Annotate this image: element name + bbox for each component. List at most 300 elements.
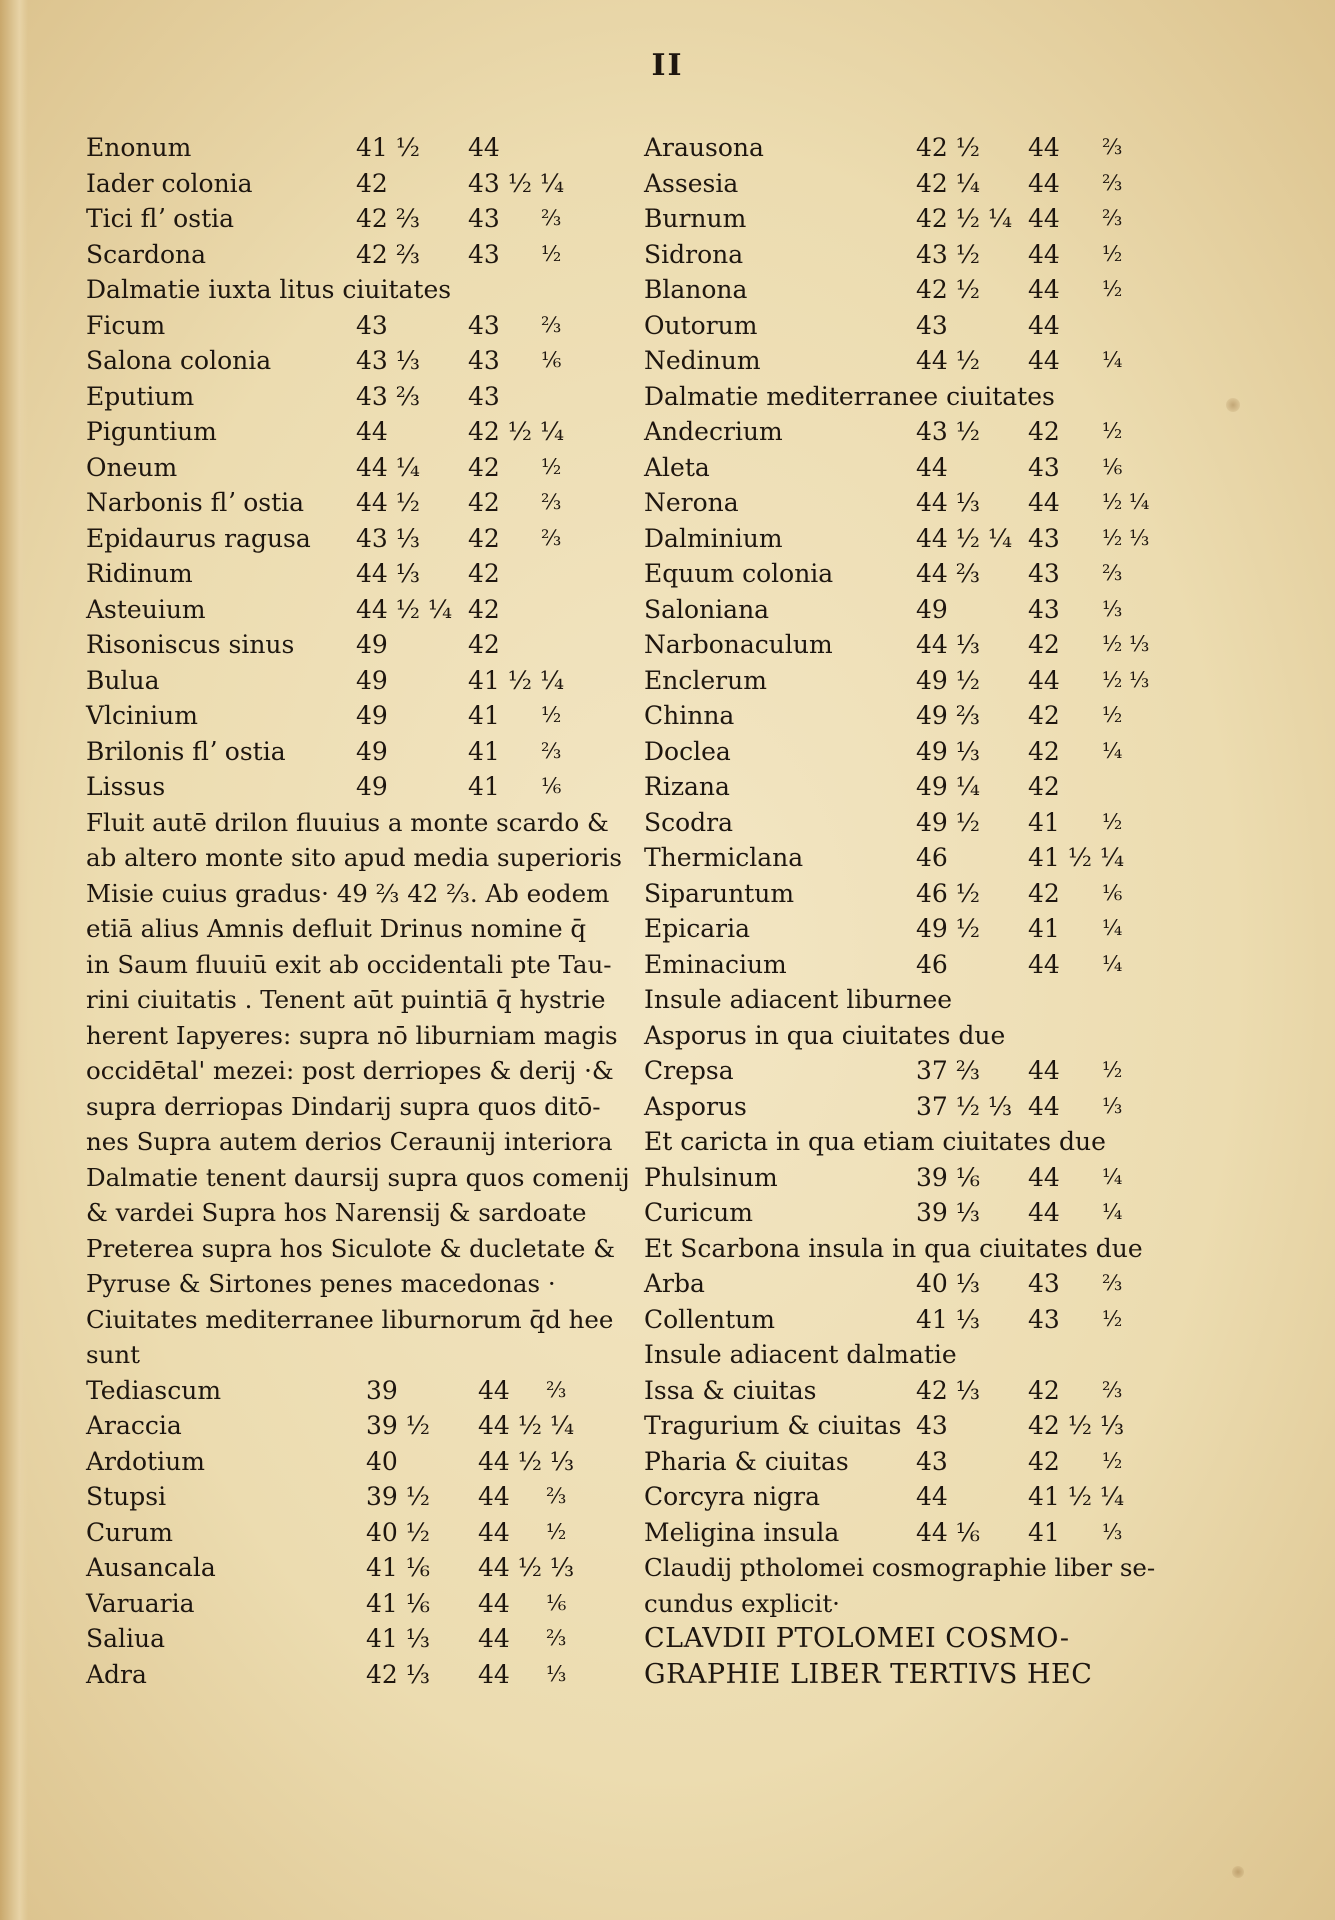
table-row: [86, 1373, 606, 1409]
fraction-value: ⅙: [1102, 880, 1123, 905]
longitude-value: 49: [356, 630, 388, 659]
table-row: [644, 308, 1144, 344]
page-gutter-shadow: [0, 0, 28, 1920]
fraction-value: ⅔: [546, 1626, 567, 1650]
longitude-value: 44: [916, 452, 948, 482]
place-name: Blanona: [644, 275, 748, 304]
text-line: herent Iapyeres: supra nō liburniam magis: [86, 1020, 618, 1050]
latitude-value: 43 ½ ¼: [468, 168, 565, 198]
longitude-value: 41 ⅓: [366, 1624, 430, 1653]
latitude-value: 43: [1028, 559, 1060, 588]
latitude-value: 43: [1028, 523, 1060, 553]
place-name: Saliua: [86, 1624, 166, 1653]
latitude-value: 44: [1028, 204, 1060, 233]
place-name: Aleta: [644, 452, 710, 482]
fraction-value: ½: [1102, 1306, 1123, 1331]
longitude-value: 49 ½: [916, 665, 980, 695]
latitude-value: 44 ½ ⅓: [478, 1446, 575, 1476]
place-name: Issa & ciuitas: [644, 1375, 817, 1405]
latitude-value: 42: [1028, 878, 1060, 908]
place-name: Equum colonia: [644, 559, 834, 588]
place-name: Burnum: [644, 204, 747, 233]
place-name: Lissus: [86, 772, 166, 801]
book-three-title: [644, 1621, 1144, 1692]
fraction-value: ½: [1102, 277, 1123, 301]
place-name: Adra: [86, 1659, 147, 1689]
fraction-value: ½ ⅓: [1102, 525, 1150, 550]
fraction-value: ⅙: [541, 774, 562, 798]
place-name: Araccia: [86, 1411, 182, 1440]
longitude-value: 44 ⅓: [916, 488, 980, 517]
place-name: Andecrium: [644, 417, 783, 446]
section-heading: Insule adiacent liburnee: [644, 985, 953, 1014]
place-name: Sidrona: [644, 239, 744, 269]
table-row: [644, 947, 1144, 983]
longitude-value: 43 ½: [916, 417, 980, 446]
latitude-value: 43: [468, 310, 500, 340]
longitude-value: 41 ⅙: [366, 1588, 430, 1618]
table-row: [644, 414, 1144, 450]
table-row: [86, 201, 606, 237]
longitude-value: 40: [366, 1446, 398, 1476]
longitude-value: 46: [916, 843, 948, 872]
place-name: Piguntium: [86, 417, 217, 446]
place-name: Doclea: [644, 736, 731, 766]
text-line: Claudij ptholomei cosmographie liber se-: [644, 1553, 1156, 1582]
table-row: [644, 1266, 1144, 1302]
longitude-value: 46: [916, 949, 948, 979]
place-name: Salona colonia: [86, 346, 272, 375]
latitude-value: 44: [478, 1482, 510, 1511]
section-heading: Et caricta in qua etiam ciuitates due: [644, 1127, 1106, 1156]
place-name: Dalminium: [644, 523, 783, 553]
latitude-value: 42: [468, 488, 500, 517]
table-row: [86, 627, 606, 663]
table-row: [644, 1089, 1144, 1125]
table-row: [644, 698, 1144, 734]
place-name: Ridinum: [86, 559, 193, 588]
table-row: [86, 130, 606, 166]
right-table-asporus: [644, 1053, 1144, 1124]
place-name: Nerona: [644, 488, 739, 517]
text-line: cundus explicit·: [644, 1588, 840, 1618]
table-row: [644, 805, 1144, 841]
fraction-value: ⅙: [1102, 454, 1123, 479]
fraction-value: ¼: [1102, 1164, 1123, 1189]
table-row: [644, 1302, 1144, 1338]
place-name: Risoniscus sinus: [86, 630, 295, 659]
longitude-value: 42 ½: [916, 133, 980, 162]
latitude-value: 41 ½ ¼: [1028, 843, 1125, 872]
latitude-value: 43: [468, 204, 500, 233]
longitude-value: 43 ½: [916, 239, 980, 269]
table-row: [86, 592, 606, 628]
fraction-value: ⅓: [546, 1661, 567, 1686]
latitude-value: 41: [468, 736, 500, 766]
table-row: [644, 521, 1150, 557]
table-row: [644, 911, 1144, 947]
fraction-value: ¼: [1102, 1200, 1123, 1224]
latitude-value: 41: [468, 701, 500, 730]
longitude-value: 42 ¼: [916, 168, 980, 198]
place-name: Nedinum: [644, 346, 761, 375]
latitude-value: 43: [1028, 452, 1060, 482]
place-name: Siparuntum: [644, 878, 795, 908]
table-row: [86, 166, 606, 202]
longitude-value: 46 ½: [916, 878, 980, 908]
fraction-value: ⅓: [1102, 596, 1123, 621]
longitude-value: 44 ½ ¼: [356, 594, 453, 624]
table-row: [644, 1195, 1144, 1231]
place-name: Epidaurus ragusa: [86, 523, 311, 553]
latitude-value: 43: [468, 239, 500, 269]
table-row: [86, 1444, 606, 1480]
latitude-value: 44: [1028, 949, 1060, 979]
table-row: [86, 663, 606, 699]
right-table-scarbona: [644, 1266, 1144, 1337]
table-row: [644, 1160, 1144, 1196]
text-line: nes Supra autem derios Ceraunij interiora: [86, 1127, 613, 1156]
longitude-value: 42: [356, 168, 388, 198]
table-row: [644, 237, 1144, 273]
table-row: [644, 201, 1144, 237]
place-name: Eputium: [86, 381, 195, 411]
longitude-value: 43 ⅔: [356, 381, 420, 411]
latitude-value: 44: [1028, 346, 1060, 375]
fraction-value: ⅔: [1102, 206, 1123, 230]
fraction-value: ½: [546, 1519, 567, 1544]
right-table-caricta: [644, 1160, 1144, 1231]
longitude-value: 43 ⅓: [356, 523, 420, 553]
latitude-value: 42: [468, 452, 500, 482]
right-column: [644, 130, 1156, 1692]
place-name: Bulua: [86, 665, 160, 695]
place-name: Tici flʼ ostia: [86, 204, 235, 233]
table-row: [644, 876, 1144, 912]
place-name: Tragurium & ciuitas: [644, 1411, 902, 1440]
fraction-value: ⅓: [1102, 1519, 1123, 1544]
longitude-value: 49: [356, 772, 388, 801]
latitude-value: 42: [1028, 701, 1060, 730]
longitude-value: 44 ⅓: [916, 630, 980, 659]
table-row: [86, 1621, 606, 1657]
latitude-value: 44: [1028, 168, 1060, 198]
place-name: Thermiclana: [644, 843, 804, 872]
table-row: [86, 450, 606, 486]
latitude-value: 44: [1028, 275, 1060, 304]
table-row: [644, 1444, 1144, 1480]
longitude-value: 44 ½: [916, 346, 980, 375]
table-row: [86, 734, 606, 770]
latitude-value: 42: [468, 630, 500, 659]
fraction-value: ¼: [1102, 951, 1123, 976]
fraction-value: ½: [1102, 241, 1123, 266]
place-name: Outorum: [644, 310, 758, 340]
latitude-value: 42: [1028, 772, 1060, 801]
longitude-value: 41 ⅓: [916, 1304, 980, 1334]
latitude-value: 42: [468, 559, 500, 588]
latitude-value: 44: [1028, 1056, 1060, 1085]
place-name: Varuaria: [86, 1588, 195, 1618]
longitude-value: 42 ⅓: [366, 1659, 430, 1689]
place-name: Scardona: [86, 239, 207, 269]
table-row: [644, 663, 1150, 699]
longitude-value: 37 ½ ⅓: [916, 1091, 1013, 1121]
table-row: [86, 1515, 606, 1551]
longitude-value: 42 ⅔: [356, 239, 420, 269]
place-name: Epicaria: [644, 914, 751, 943]
fraction-value: ½: [1102, 703, 1123, 727]
fraction-value: ½ ⅓: [1102, 667, 1150, 692]
table-row: [86, 769, 606, 805]
latitude-value: 44: [1028, 133, 1060, 162]
fraction-value: ¼: [1102, 738, 1123, 763]
longitude-value: 44 ⅙: [916, 1517, 980, 1547]
place-name: Vlcinium: [86, 701, 198, 730]
longitude-value: 39: [366, 1375, 398, 1405]
latitude-value: 42 ½ ⅓: [1028, 1411, 1125, 1440]
longitude-value: 37 ⅔: [916, 1056, 980, 1085]
latitude-value: 42: [1028, 1446, 1060, 1476]
fraction-value: ½ ¼: [1102, 490, 1150, 514]
fraction-value: ⅔: [1102, 135, 1123, 159]
text-line: etiā alius Amnis defluit Drinus nomine q̄: [86, 914, 587, 943]
right-table-mid: [644, 414, 1150, 982]
fraction-value: ¼: [1102, 348, 1123, 372]
text-line: sunt: [86, 1340, 140, 1369]
longitude-value: 49: [356, 701, 388, 730]
latitude-value: 41 ½ ¼: [468, 665, 565, 695]
latitude-value: 44: [1028, 1091, 1060, 1121]
place-name: Curum: [86, 1517, 173, 1547]
table-row: [644, 485, 1150, 521]
longitude-value: 49 ½: [916, 807, 980, 837]
table-row: [644, 450, 1144, 486]
table-row: [644, 343, 1144, 379]
latitude-value: 44 ½ ⅓: [478, 1553, 575, 1582]
table-row: [644, 130, 1144, 166]
section-heading: Dalmatie mediterranee ciuitates: [644, 381, 1055, 411]
longitude-value: 44 ½: [356, 488, 420, 517]
place-name: Stupsi: [86, 1482, 167, 1511]
text-line: Misie cuius gradus· 49 ⅔ 42 ⅔. Ab eodem: [86, 878, 610, 908]
text-line: occidētal' mezei: post derriopes & derij ·&: [86, 1056, 614, 1085]
text-line: Preterea supra hos Siculote & ducletate &: [86, 1233, 616, 1263]
latitude-value: 42: [468, 594, 500, 624]
longitude-value: 44 ½ ¼: [916, 523, 1013, 553]
place-name: Iader colonia: [86, 168, 253, 198]
table-row: [644, 840, 1144, 876]
text-line: ab altero monte sito apud media superioris: [86, 843, 622, 872]
text-line: rini ciuitatis . Tenent aūt puintiā q̄ hystrie: [86, 985, 606, 1014]
fraction-value: ⅔: [1102, 1271, 1123, 1295]
text-line: & vardei Supra hos Narensij & sardoate: [86, 1198, 587, 1227]
latitude-value: 41: [1028, 807, 1060, 837]
latitude-value: 42 ½ ¼: [468, 417, 565, 446]
longitude-value: 44: [356, 417, 388, 446]
table-row: [86, 379, 606, 415]
table-row: [644, 627, 1150, 663]
place-name: Arba: [644, 1269, 705, 1298]
table-row: [86, 556, 606, 592]
fraction-value: ½: [1102, 1448, 1123, 1473]
fraction-value: ⅔: [541, 206, 562, 230]
fraction-value: ½: [1102, 809, 1123, 834]
table-row: [644, 1515, 1144, 1551]
longitude-value: 39 ⅓: [916, 1198, 980, 1227]
fraction-value: ⅙: [541, 348, 562, 372]
place-name: Enclerum: [644, 665, 767, 695]
text-line: GRAPHIE LIBER TERTIVS HEC: [644, 1658, 1093, 1690]
fraction-value: ⅙: [546, 1590, 567, 1615]
table-row: [644, 272, 1144, 308]
latitude-value: 42: [1028, 736, 1060, 766]
place-name: Tediascum: [86, 1375, 222, 1405]
fraction-value: ½: [541, 703, 562, 727]
fraction-value: ½ ⅓: [1102, 632, 1150, 656]
fraction-value: ½: [541, 454, 562, 479]
longitude-value: 41 ⅙: [366, 1553, 430, 1582]
latitude-value: 41: [1028, 1517, 1060, 1547]
place-name: Rizana: [644, 772, 730, 801]
section-heading: Dalmatie iuxta litus ciuitates: [86, 275, 452, 304]
section-heading: Asporus in qua ciuitates due: [644, 1020, 1006, 1050]
latitude-value: 44: [468, 133, 500, 162]
latitude-value: 44: [1028, 488, 1060, 517]
table-row: [86, 343, 606, 379]
place-name: Scodra: [644, 807, 734, 837]
text-line: CLAVDII PTOLOMEI COSMO-: [644, 1623, 1070, 1654]
section-heading: Et Scarbona insula in qua ciuitates due: [644, 1233, 1143, 1263]
fraction-value: ¼: [1102, 916, 1123, 940]
explicit-text: [644, 1550, 1156, 1621]
fraction-value: ⅔: [541, 738, 562, 763]
fraction-value: ⅔: [546, 1377, 567, 1402]
place-name: Curicum: [644, 1198, 753, 1227]
longitude-value: 42 ½: [916, 275, 980, 304]
latitude-value: 41: [468, 772, 500, 801]
foxing-spot: [1232, 1866, 1244, 1878]
place-name: Ardotium: [86, 1446, 205, 1476]
fraction-value: ⅔: [541, 525, 562, 550]
place-name: Eminacium: [644, 949, 787, 979]
place-name: Arausona: [644, 133, 764, 162]
left-column: [86, 130, 630, 1692]
latitude-value: 41: [1028, 914, 1060, 943]
latitude-value: 44: [478, 1624, 510, 1653]
latitude-value: 44: [1028, 665, 1060, 695]
latitude-value: 44: [1028, 239, 1060, 269]
longitude-value: 49 ⅔: [916, 701, 980, 730]
fraction-value: ½: [1102, 419, 1123, 443]
table-row: [86, 237, 606, 273]
latitude-value: 44 ½ ¼: [478, 1411, 575, 1440]
table-row: [86, 698, 606, 734]
place-name: Narbonaculum: [644, 630, 833, 659]
text-line: Dalmatie tenent daursij supra quos comenij: [86, 1162, 630, 1192]
longitude-value: 40 ⅓: [916, 1269, 980, 1298]
longitude-value: 43: [916, 1446, 948, 1476]
longitude-value: 42 ½ ¼: [916, 204, 1013, 233]
table-row: [644, 1479, 1144, 1515]
table-row: [644, 556, 1144, 592]
latitude-value: 44: [1028, 1162, 1060, 1192]
fraction-value: ⅓: [1102, 1093, 1123, 1118]
place-name: Chinna: [644, 701, 735, 730]
longitude-value: 44 ⅔: [916, 559, 980, 588]
table-row: [86, 485, 606, 521]
latitude-value: 43: [1028, 594, 1060, 624]
longitude-value: 43: [916, 310, 948, 340]
longitude-value: 49: [916, 594, 948, 624]
latitude-value: 43: [1028, 1304, 1060, 1334]
text-line: Ciuitates mediterranee liburnorum q̄d hee: [86, 1304, 614, 1334]
place-name: Assesia: [644, 168, 739, 198]
place-name: Meligina insula: [644, 1517, 840, 1547]
latitude-value: 42: [468, 523, 500, 553]
fraction-value: ⅔: [541, 490, 562, 514]
longitude-value: 43: [356, 310, 388, 340]
table-row: [644, 1408, 1144, 1444]
left-table-top: [86, 130, 606, 272]
table-row: [644, 166, 1144, 202]
latitude-value: 43: [468, 346, 500, 375]
longitude-value: 49 ½: [916, 914, 980, 943]
fraction-value: ⅔: [1102, 1377, 1123, 1402]
latitude-value: 43: [1028, 1269, 1060, 1298]
section-heading: Insule adiacent dalmatie: [644, 1340, 957, 1369]
text-line: Fluit autē drilon fluuius a monte scardo &: [86, 807, 609, 837]
place-name: Collentum: [644, 1304, 775, 1334]
longitude-value: 44 ¼: [356, 452, 420, 482]
longitude-value: 43 ⅓: [356, 346, 420, 375]
latitude-value: 42: [1028, 417, 1060, 446]
table-row: [86, 1550, 606, 1586]
longitude-value: 42 ⅔: [356, 204, 420, 233]
longitude-value: 49 ⅓: [916, 736, 980, 766]
place-name: Brilonis flʼ ostia: [86, 736, 286, 766]
longitude-value: 40 ½: [366, 1517, 430, 1547]
latitude-value: 44: [478, 1659, 510, 1689]
fraction-value: ½: [541, 241, 562, 266]
fraction-value: ⅔: [1102, 170, 1123, 195]
longitude-value: 44 ⅓: [356, 559, 420, 588]
longitude-value: 39 ½: [366, 1482, 430, 1511]
latitude-value: 44: [1028, 1198, 1060, 1227]
fraction-value: ⅔: [1102, 561, 1123, 585]
place-name: Saloniana: [644, 594, 770, 624]
table-row: [86, 1657, 606, 1693]
latitude-value: 44: [1028, 310, 1060, 340]
latitude-value: 43: [468, 381, 500, 411]
latitude-value: 41 ½ ¼: [1028, 1482, 1125, 1511]
place-name: Enonum: [86, 133, 192, 162]
table-row: [644, 1373, 1144, 1409]
place-name: Narbonis flʼ ostia: [86, 488, 305, 517]
longitude-value: 39 ½: [366, 1411, 430, 1440]
longitude-value: 43: [916, 1411, 948, 1440]
table-row: [644, 769, 1144, 805]
fraction-value: ½: [1102, 1058, 1123, 1082]
place-name: Corcyra nigra: [644, 1482, 821, 1511]
place-name: Asporus: [644, 1091, 747, 1121]
latitude-value: 44: [478, 1375, 510, 1405]
fraction-value: ⅔: [541, 312, 562, 337]
left-table-bottom: [86, 1373, 606, 1693]
place-name: Pharia & ciuitas: [644, 1446, 849, 1476]
left-table-mid: [86, 308, 606, 805]
table-row: [86, 1586, 606, 1622]
